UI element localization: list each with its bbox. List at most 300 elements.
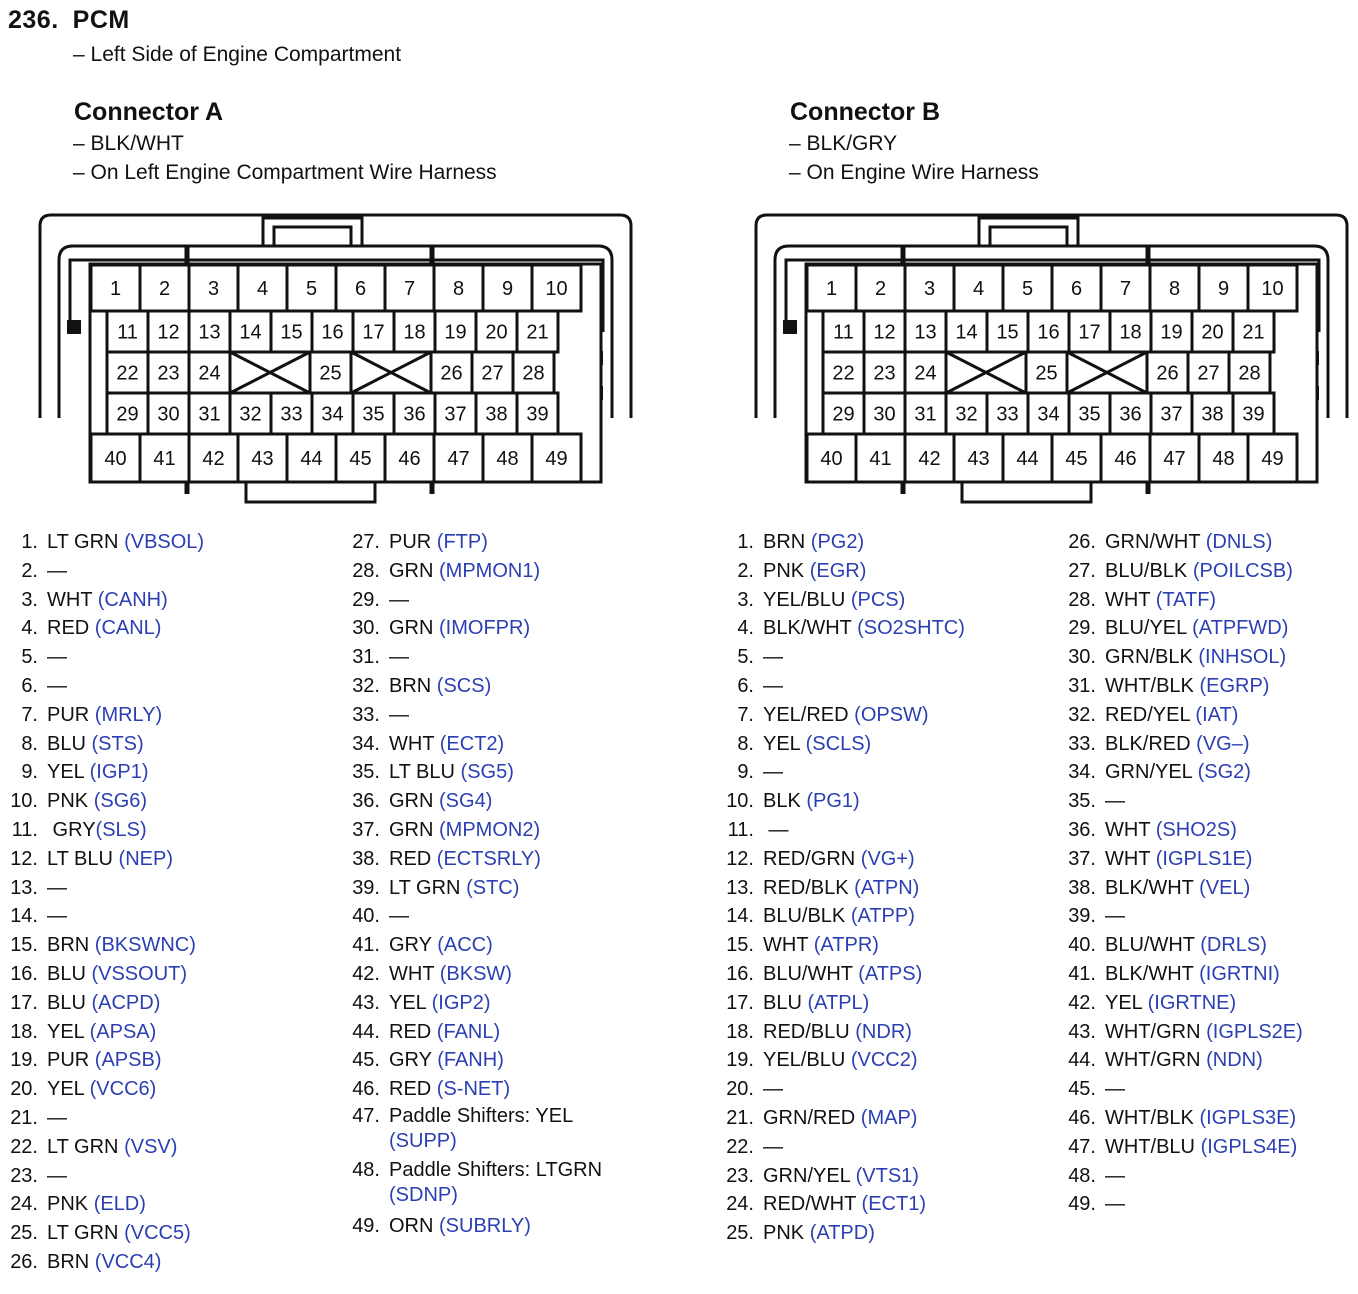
wire-color: GRN/YEL	[763, 1164, 851, 1187]
pin-list-item	[350, 902, 629, 931]
connector-a-pin-label: 10	[545, 278, 568, 300]
pin-number: 47.	[352, 1104, 380, 1127]
connector-b-pin-label: 27	[1197, 362, 1220, 385]
connector-a-pin-label: 5	[305, 278, 318, 300]
connector-a-pin-label: 6	[354, 278, 367, 300]
pin-list-item	[724, 701, 965, 730]
pin-list-item	[8, 1133, 204, 1162]
signal-name: (VBSOL)	[124, 531, 205, 553]
pin-number: 48.	[352, 1158, 380, 1181]
pin-list-item	[1066, 614, 1303, 643]
pin-number: 47.	[1068, 1135, 1096, 1158]
wire-color: PUR	[389, 531, 432, 553]
connector-a-pin-label: 46	[398, 448, 421, 470]
pin-number: 22.	[726, 1135, 754, 1158]
pin-number: 23.	[726, 1164, 754, 1187]
signal-name: (ATPD)	[809, 1222, 875, 1245]
signal-name: (STC)	[466, 876, 520, 899]
wire-color: —	[1105, 905, 1125, 928]
wire-color: —	[1105, 1193, 1125, 1216]
pin-number: 45.	[352, 1049, 380, 1072]
wire-color: LT GRN	[47, 531, 119, 553]
pin-list-item	[1066, 1162, 1303, 1191]
connector-b-pin-label: 26	[1156, 362, 1179, 385]
wire-color: WHT	[47, 588, 93, 611]
pin-list-item	[8, 1248, 204, 1277]
pin-list-item	[8, 528, 204, 557]
wire-color: ORN	[389, 1214, 434, 1237]
wire-color: Paddle Shifters: YEL	[389, 1104, 574, 1127]
pin-number: 24.	[10, 1193, 38, 1216]
signal-name: (SCLS)	[805, 732, 872, 755]
pin-number: 17.	[10, 991, 38, 1014]
pin-list-item	[350, 1075, 629, 1104]
wire-color: YEL	[47, 1078, 85, 1101]
wire-color: GRN/BLK	[1105, 646, 1193, 669]
connector-b-pin-label: 34	[1037, 403, 1060, 426]
signal-name: (ATPP)	[850, 905, 915, 928]
connector-b-pin-label: 43	[967, 448, 990, 470]
wire-color: BLU/YEL	[1105, 617, 1187, 640]
pin-number: 22.	[10, 1135, 38, 1158]
signal-name: (APSA)	[89, 1020, 157, 1043]
wire-color: —	[47, 1164, 67, 1187]
pin-number: 1.	[21, 531, 38, 553]
connector-a-pin-label: 17	[362, 321, 385, 344]
wire-color: YEL	[47, 1020, 85, 1043]
connector-b-pin-label: 21	[1242, 321, 1265, 344]
pin-list-item	[1066, 1075, 1303, 1104]
wire-color: BRN	[763, 531, 806, 553]
signal-name: (DRLS)	[1200, 934, 1267, 957]
signal-name: (IGPLS4E)	[1200, 1135, 1298, 1158]
pin-number: 29.	[352, 588, 380, 611]
connector-b-pin-label: 40	[820, 448, 843, 470]
pin-number: 34.	[352, 732, 380, 755]
signal-name: (ATPFWD)	[1192, 617, 1289, 640]
pin-list-item	[8, 931, 204, 960]
connector-b-bottom-latch	[962, 482, 1091, 502]
connector-b-pin-label: 1	[825, 278, 838, 300]
pin-list-item	[8, 902, 204, 931]
component-location: – Left Side of Engine Compartment	[73, 43, 402, 66]
signal-name: (IGRTNE)	[1147, 991, 1237, 1014]
pin-list-item	[350, 614, 629, 643]
signal-name: (PCS)	[850, 588, 906, 611]
connector-b-pin-label: 19	[1160, 321, 1183, 344]
connector-a-pin-label: 13	[198, 321, 221, 344]
connector-a-title: Connector A	[74, 98, 224, 126]
pin-number: 44.	[352, 1020, 380, 1043]
wire-color: —	[763, 674, 783, 697]
wire-color: WHT	[389, 732, 435, 755]
pin-list-item	[1066, 787, 1303, 816]
wire-color: BRN	[47, 1250, 90, 1273]
connector-a-pin-label: 39	[526, 403, 549, 426]
connector-a-pin-label: 14	[239, 321, 262, 344]
signal-name: (IGP1)	[89, 761, 149, 784]
connector-a-pinlist-col2	[350, 528, 629, 1241]
wire-color: —	[47, 674, 67, 697]
signal-name: (IMOFPR)	[439, 617, 531, 640]
connector-b-side-tab	[783, 320, 797, 334]
pin-list-item	[724, 1075, 965, 1104]
pin-number: 44.	[1068, 1049, 1096, 1072]
signal-name: (APSB)	[94, 1049, 162, 1072]
wire-color: LT GRN	[47, 1222, 119, 1245]
pin-list-item	[724, 614, 965, 643]
pin-number: 16.	[726, 962, 754, 985]
signal-name: (POILCSB)	[1192, 559, 1293, 582]
wire-color: LT BLU	[389, 761, 455, 784]
connector-a-pin-label: 35	[362, 403, 385, 426]
pin-list-item	[1066, 1018, 1303, 1047]
pin-number: 26.	[10, 1250, 38, 1273]
pin-list-item	[350, 960, 629, 989]
signal-name: (VCC4)	[94, 1250, 162, 1273]
pin-list-item	[1066, 730, 1303, 759]
wire-color: WHT/BLK	[1105, 674, 1194, 697]
connector-a-pin-label: 31	[198, 403, 221, 426]
connector-a-pin-label: 11	[117, 321, 138, 344]
connector-a-pin-label: 23	[157, 362, 180, 385]
pin-number: 39.	[1068, 905, 1096, 928]
connector-a-harness: – On Left Engine Compartment Wire Harness	[73, 161, 497, 184]
pin-list-item	[350, 1158, 629, 1208]
connector-b-pin-label: 6	[1070, 278, 1083, 300]
signal-name: (MAP)	[860, 1106, 918, 1129]
wire-color: —	[763, 1078, 783, 1101]
connector-a-pin-label: 36	[403, 403, 426, 426]
connector-a-pin-label: 16	[321, 321, 344, 344]
page-title	[8, 6, 130, 35]
wire-color: BLU	[763, 991, 802, 1014]
pin-list-item	[8, 1046, 204, 1075]
pin-number: 36.	[1068, 818, 1096, 841]
signal-name: (S-NET)	[436, 1078, 511, 1101]
connector-b-color: – BLK/GRY	[789, 132, 898, 155]
signal-name: (SUPP)	[389, 1129, 457, 1152]
connector-a-pin-label: 20	[485, 321, 508, 344]
pin-number: 42.	[352, 962, 380, 985]
wire-color: WHT	[389, 962, 435, 985]
connector-b-pin-label: 22	[832, 362, 855, 385]
pin-number: 21.	[726, 1106, 754, 1129]
connector-b-title: Connector B	[790, 98, 940, 126]
pin-list-item	[1066, 701, 1303, 730]
wire-color: —	[47, 646, 67, 669]
pin-number: 20.	[10, 1078, 38, 1101]
wire-color: WHT	[763, 934, 809, 957]
signal-name: (BKSWNC)	[94, 934, 196, 957]
pin-number: 18.	[726, 1020, 754, 1043]
connector-b-pin-label: 30	[873, 403, 896, 426]
pin-list-item	[724, 1190, 965, 1219]
pin-number: 37.	[1068, 847, 1096, 870]
wire-color: YEL	[1105, 991, 1143, 1014]
connector-a-pin-label: 25	[319, 362, 342, 385]
wire-color: YEL/BLU	[763, 1049, 846, 1072]
pin-list-item	[8, 1075, 204, 1104]
pin-list-item	[350, 1212, 629, 1241]
pin-list-item	[8, 730, 204, 759]
section-number: 236.	[8, 6, 59, 34]
pin-number: 27.	[352, 531, 380, 553]
connector-a-pin-label: 47	[447, 448, 470, 470]
connector-a-pin-label: 3	[207, 278, 220, 300]
connector-b-pin-label: 49	[1261, 448, 1284, 470]
wire-color: GRY	[47, 818, 96, 841]
pin-number: 46.	[1068, 1106, 1096, 1129]
connector-b-pin-label: 41	[869, 448, 892, 470]
connector-b-pin-label: 3	[923, 278, 936, 300]
signal-name: (SO2SHTC)	[857, 617, 965, 640]
signal-name: (IGRTNI)	[1199, 962, 1280, 985]
wire-color: WHT	[1105, 847, 1151, 870]
signal-name: (TATF)	[1155, 588, 1217, 611]
pin-list-item	[724, 557, 965, 586]
signal-name: (IAT)	[1195, 703, 1239, 726]
connector-b-harness: – On Engine Wire Harness	[789, 161, 1039, 184]
connector-b-pin-label: 28	[1238, 362, 1261, 385]
wire-color: BLK/RED	[1105, 732, 1191, 755]
wire-color: LT BLU	[47, 847, 113, 870]
signal-name: (PG1)	[806, 790, 860, 813]
pin-list-item	[1066, 758, 1303, 787]
connector-b-pin-label: 38	[1201, 403, 1224, 426]
pin-list-item	[1066, 874, 1303, 903]
signal-name: (ACC)	[437, 934, 493, 957]
pin-list-item	[8, 557, 204, 586]
signal-name: (ATPL)	[807, 991, 870, 1014]
pin-number: 24.	[726, 1193, 754, 1216]
signal-name: (ATPR)	[813, 934, 879, 957]
connector-a-pin-label: 21	[526, 321, 549, 344]
pin-list-item	[8, 1219, 204, 1248]
pin-number: 15.	[10, 934, 38, 957]
pin-number: 13.	[726, 876, 754, 899]
connector-a-pin-label: 22	[116, 362, 139, 385]
connector-b-pin-label: 32	[955, 403, 978, 426]
connector-b-pinlist-col1	[724, 528, 965, 1248]
pin-number: 38.	[1068, 876, 1096, 899]
wire-color: RED	[389, 1020, 432, 1043]
connector-a-pin-label: 24	[198, 362, 221, 385]
pin-list-item	[8, 1190, 204, 1219]
wire-color: RED	[389, 1078, 432, 1101]
wire-color: LT GRN	[389, 876, 461, 899]
connector-b-top-latch	[979, 218, 1078, 245]
wire-color: PNK	[47, 1193, 89, 1216]
connector-b-pin-label: 17	[1078, 321, 1101, 344]
pin-list-item	[1066, 845, 1303, 874]
connector-a-pin-label: 34	[321, 403, 344, 426]
pin-number: 41.	[352, 934, 380, 957]
signal-name: (ACPD)	[91, 991, 161, 1014]
wire-color: GRY	[389, 1049, 432, 1072]
pin-number: 33.	[1068, 732, 1096, 755]
connector-b-pin-label: 16	[1037, 321, 1060, 344]
pin-list-item	[8, 701, 204, 730]
signal-name: (SG2)	[1197, 761, 1251, 784]
wire-color: PNK	[763, 1222, 805, 1245]
pin-list-item	[8, 1104, 204, 1133]
signal-name: (SG6)	[93, 790, 148, 813]
connector-b-pin-label: 10	[1261, 278, 1284, 300]
wire-color: RED	[389, 847, 432, 870]
connector-a-face	[37, 212, 637, 506]
wire-color: BLU	[47, 991, 86, 1014]
pin-list-item	[724, 758, 965, 787]
signal-name: (SHO2S)	[1155, 818, 1237, 841]
wire-color: WHT/BLK	[1105, 1106, 1194, 1129]
pin-number: 49.	[1068, 1193, 1096, 1216]
wire-color: GRY	[389, 934, 432, 957]
connector-a-pin-label: 8	[452, 278, 465, 300]
wire-color: RED/BLK	[763, 876, 849, 899]
signal-name: (STS)	[91, 732, 144, 755]
pin-list-item	[8, 586, 204, 615]
wire-color: WHT/GRN	[1105, 1020, 1201, 1043]
pin-list-item	[8, 787, 204, 816]
pin-number: 28.	[352, 559, 380, 582]
wire-color: LT GRN	[47, 1135, 119, 1158]
wire-color: GRN/WHT	[1105, 531, 1201, 553]
signal-name: (ELD)	[93, 1193, 146, 1216]
wire-color: PUR	[47, 703, 90, 726]
wire-color: WHT/GRN	[1105, 1049, 1201, 1072]
signal-name: (VSSOUT)	[91, 962, 188, 985]
connector-b-pin-label: 42	[918, 448, 941, 470]
pin-number: 5.	[21, 646, 38, 669]
signal-name: (ATPS)	[858, 962, 923, 985]
pin-list-item	[1066, 1046, 1303, 1075]
wire-color: —	[1105, 1078, 1125, 1101]
signal-name: (SG5)	[460, 761, 514, 784]
wire-color: YEL	[47, 761, 85, 784]
connector-b-pin-label: 9	[1217, 278, 1230, 300]
pin-list-item	[724, 845, 965, 874]
signal-name: (FTP)	[436, 531, 488, 553]
pin-list-item	[8, 614, 204, 643]
signal-name: (VSV)	[124, 1135, 178, 1158]
pin-list-item	[1066, 1190, 1303, 1219]
connector-b-pin-label: 4	[972, 278, 985, 300]
connector-b-pin-label: 48	[1212, 448, 1235, 470]
wire-color: GRN	[389, 790, 434, 813]
wire-color: YEL	[389, 991, 427, 1014]
connector-a-pin-label: 32	[239, 403, 262, 426]
pin-list-item	[1066, 931, 1303, 960]
connector-a-pin-label: 45	[349, 448, 372, 470]
pin-list-item	[724, 643, 965, 672]
pin-list-item	[350, 874, 629, 903]
wire-color: BLK/WHT	[763, 617, 852, 640]
pin-list-item	[1066, 643, 1303, 672]
connector-a-pin-label: 4	[256, 278, 269, 300]
connector-b-pin-label: 13	[914, 321, 937, 344]
pin-list-item	[1066, 816, 1303, 845]
pin-number: 49.	[352, 1214, 380, 1237]
signal-name: (VCC5)	[124, 1222, 191, 1245]
pin-list-item	[350, 586, 629, 615]
connector-b-pin-label: 24	[914, 362, 937, 385]
wire-color: BLK	[763, 790, 801, 813]
wire-color: RED/YEL	[1105, 703, 1190, 726]
pin-number: 30.	[1068, 646, 1096, 669]
wire-color: GRN	[389, 617, 434, 640]
wire-color: —	[763, 818, 789, 841]
pin-number: 3.	[21, 588, 38, 611]
pin-list-item	[350, 758, 629, 787]
pin-number: 25.	[10, 1222, 38, 1245]
pin-number: 17.	[726, 991, 754, 1014]
pin-number: 1.	[737, 531, 754, 553]
connector-b-face	[753, 212, 1353, 506]
signal-name: (ECT2)	[439, 732, 505, 755]
pin-number: 38.	[352, 847, 380, 870]
pin-number: 10.	[726, 790, 754, 813]
pin-list-item	[724, 586, 965, 615]
connector-a-top-latch	[263, 218, 362, 245]
connector-a-pin-label: 40	[104, 448, 127, 470]
connector-a-pin-label: 49	[545, 448, 568, 470]
pin-number: 7.	[737, 703, 754, 726]
connector-a-pin-label: 15	[280, 321, 303, 344]
pin-list-item	[1066, 557, 1303, 586]
pin-number: 43.	[352, 991, 380, 1014]
wire-color: —	[389, 588, 409, 611]
signal-name: (ATPN)	[854, 876, 920, 899]
connector-b-pin-label: 39	[1242, 403, 1265, 426]
connector-a-pin-label: 30	[157, 403, 180, 426]
wire-color: GRN/YEL	[1105, 761, 1193, 784]
pin-list-item	[8, 960, 204, 989]
signal-name: (SG4)	[439, 790, 493, 813]
pin-list-item	[8, 874, 204, 903]
pin-list-item	[724, 730, 965, 759]
wire-color: —	[389, 905, 409, 928]
signal-name: (IGPLS2E)	[1206, 1020, 1303, 1043]
wire-color: WHT	[1105, 818, 1151, 841]
connector-a-side-tab	[67, 320, 81, 334]
pin-list-item	[350, 643, 629, 672]
pin-list-item	[350, 931, 629, 960]
pin-list-item	[724, 1133, 965, 1162]
pin-list-item	[350, 787, 629, 816]
signal-name: (MPMON2)	[439, 818, 541, 841]
wire-color: BLU	[47, 732, 86, 755]
pin-list-item	[724, 960, 965, 989]
connector-a-pin-label: 29	[116, 403, 139, 426]
pin-number: 14.	[10, 905, 38, 928]
connector-b-pin-label: 23	[873, 362, 896, 385]
signal-name: (SLS)	[95, 818, 147, 841]
signal-name: (PG2)	[810, 531, 865, 553]
pin-list-item	[724, 672, 965, 701]
pin-number: 11.	[727, 818, 754, 841]
pin-number: 40.	[352, 905, 380, 928]
connector-b-pin-label: 47	[1163, 448, 1186, 470]
pin-number: 4.	[737, 617, 754, 640]
connector-a-pin-label: 28	[522, 362, 545, 385]
wire-color: —	[1105, 1164, 1125, 1187]
pin-list-item	[8, 643, 204, 672]
pin-number: 34.	[1068, 761, 1096, 784]
wire-color: —	[47, 1106, 67, 1129]
pin-number: 43.	[1068, 1020, 1096, 1043]
connector-b-pin-label: 18	[1119, 321, 1142, 344]
